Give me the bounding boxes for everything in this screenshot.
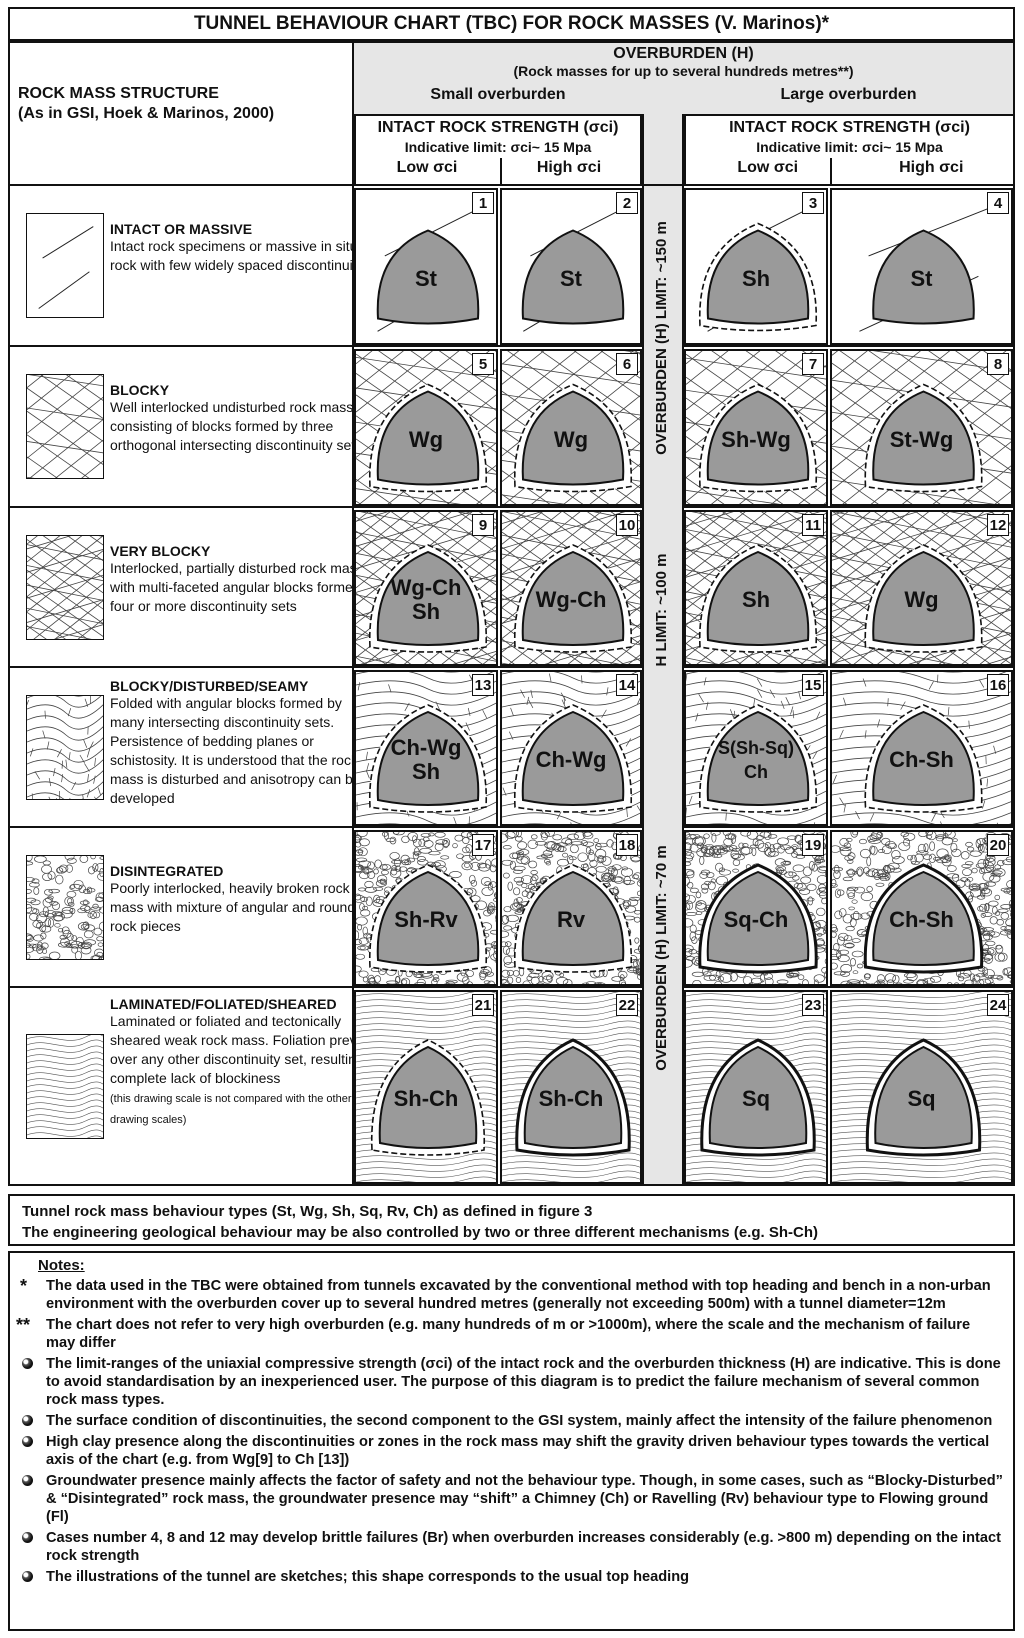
behaviour-cell bbox=[500, 188, 642, 345]
behaviour-cell bbox=[684, 830, 828, 986]
notes-heading: Notes: bbox=[38, 1257, 85, 1274]
behaviour-type-label: Ch-Sh bbox=[889, 747, 954, 772]
behaviour-type-label: Sh bbox=[741, 265, 771, 291]
high-sci-label: High σci bbox=[899, 159, 964, 176]
rock-structure-description: BLOCKY Well interlocked undisturbed rock mass consisting of blocks formed by three orthogonal intersecting discontinuity sets bbox=[110, 382, 380, 455]
case-number-badge: 23 bbox=[802, 994, 824, 1016]
note-item: The illustrations of the tunnel are sketches; this shape corresponds to the usual top heading bbox=[20, 1568, 1003, 1586]
note-item: Groundwater presence mainly affects the factor of safety and not the behaviour type. Though, in some cases, such as “Blocky-Disturbed” & “Disintegrated” rock mass, the groundwater presence may “shift” a Chimney (Ch) or Ravelling (Rv) behaviour type to Flowing ground (Fl) bbox=[20, 1472, 1003, 1526]
behaviour-cell bbox=[500, 510, 642, 666]
rock-structure-title: BLOCKY/DISTURBED/SEAMY bbox=[110, 678, 309, 694]
behaviour-cell bbox=[354, 990, 498, 1184]
case-number-badge: 20 bbox=[987, 834, 1009, 856]
structure-sketch-icon bbox=[26, 535, 104, 640]
behaviour-type-label: Ch-Wg bbox=[535, 747, 607, 772]
note-item: The surface condition of discontinuities, the second component to the GSI system, mainly affect the intensity of the failure phenomenon bbox=[20, 1412, 1003, 1430]
case-number-badge: 22 bbox=[616, 994, 638, 1016]
behaviour-type-label: Sh-Rv bbox=[394, 907, 458, 932]
behaviour-cell bbox=[830, 670, 1013, 826]
behaviour-cell bbox=[830, 510, 1013, 666]
behaviour-type-label: Wg bbox=[904, 587, 939, 612]
case-number-badge: 16 bbox=[987, 674, 1009, 696]
overburden-limit-100: H LIMIT: ~100 m bbox=[653, 553, 670, 667]
behaviour-cell bbox=[354, 188, 498, 345]
behaviour-type-label: Ch-Wg Sh bbox=[390, 735, 462, 784]
rock-structure-description: INTACT OR MASSIVE Intact rock specimens or massive in situ rock with few widely spaced discontinuities bbox=[110, 221, 380, 275]
rock-structure-description: DISINTEGRATED Poorly interlocked, heavily broken rock mass with mixture of angular and rounded rock pieces bbox=[110, 863, 380, 936]
structure-sketch-icon bbox=[26, 695, 104, 800]
rock-structure-title: VERY BLOCKY bbox=[110, 543, 211, 559]
case-number-badge: 21 bbox=[472, 994, 494, 1016]
notes-section bbox=[8, 1251, 1015, 1631]
structure-sketch-icon bbox=[26, 213, 104, 318]
low-sci-label: Low σci bbox=[737, 159, 799, 176]
case-number-badge: 2 bbox=[616, 192, 638, 214]
case-number-badge: 10 bbox=[616, 514, 638, 536]
behaviour-type-label: St bbox=[560, 265, 582, 291]
bullet-icon bbox=[22, 1475, 33, 1486]
overburden-limit-150: OVERBURDEN (H) LIMIT: ~150 m bbox=[653, 221, 670, 455]
behaviour-cell bbox=[684, 188, 828, 345]
behaviour-type-label: Sq-Ch bbox=[723, 907, 789, 932]
behaviour-summary: Tunnel rock mass behaviour types (St, Wg, Sh, Sq, Rv, Ch) as defined in figure 3 The engineering geological behaviour may be also controlled by two or three different mechanisms (e.g. Sh-Ch) bbox=[8, 1194, 1015, 1246]
case-number-badge: 1 bbox=[472, 192, 494, 214]
case-number-badge: 17 bbox=[472, 834, 494, 856]
case-number-badge: 9 bbox=[472, 514, 494, 536]
behaviour-cell bbox=[830, 188, 1013, 345]
case-number-badge: 18 bbox=[616, 834, 638, 856]
behaviour-cell bbox=[500, 349, 642, 506]
behaviour-type-label: Sh-Ch bbox=[393, 1086, 459, 1111]
case-number-badge: 5 bbox=[472, 353, 494, 375]
behaviour-type-label: Wg bbox=[408, 426, 444, 452]
behaviour-type-label: Sh-Wg bbox=[721, 426, 791, 452]
case-number-badge: 3 bbox=[802, 192, 824, 214]
behaviour-cell bbox=[830, 349, 1013, 506]
structure-subtitle: (As in GSI, Hoek & Marinos, 2000) bbox=[18, 105, 275, 122]
behaviour-type-label: Sq bbox=[741, 1086, 771, 1111]
behaviour-type-label: Ch-Sh bbox=[889, 907, 954, 932]
behaviour-type-label: Wg-Ch Sh bbox=[390, 575, 462, 624]
bullet-icon bbox=[22, 1571, 33, 1582]
rock-structure-title: LAMINATED/FOLIATED/SHEARED bbox=[110, 996, 337, 1012]
behaviour-cell bbox=[500, 670, 642, 826]
case-number-badge: 15 bbox=[802, 674, 824, 696]
note-item: Cases number 4, 8 and 12 may develop brittle failures (Br) when overburden increases considerably (e.g. >800 m) depending on the intact rock strength bbox=[20, 1529, 1003, 1565]
behaviour-type-label: St-Wg bbox=[889, 426, 954, 452]
behaviour-cell bbox=[354, 670, 498, 826]
bullet-icon bbox=[22, 1415, 33, 1426]
chart-title: TUNNEL BEHAVIOUR CHART (TBC) FOR ROCK MASSES (V. Marinos)* bbox=[8, 7, 1015, 41]
small-overburden-label: Small overburden bbox=[430, 86, 566, 103]
chart-frame bbox=[8, 41, 1015, 1186]
case-number-badge: 6 bbox=[616, 353, 638, 375]
behaviour-cell bbox=[684, 349, 828, 506]
note-star: * The data used in the TBC were obtained from tunnels excavated by the conventional method with top heading and bench in a non-urban environment with the overburden cover up to several hundred metres (generally not exceeding 500m) with a tunnel diameter=12m bbox=[20, 1276, 991, 1312]
behaviour-type-label: S(Sh-Sq) Ch bbox=[718, 738, 794, 782]
structure-sketch-icon bbox=[26, 855, 104, 960]
behaviour-type-label: Sh bbox=[741, 587, 771, 612]
behaviour-cell bbox=[354, 510, 498, 666]
bullet-icon bbox=[22, 1358, 33, 1369]
behaviour-cell bbox=[500, 990, 642, 1184]
behaviour-type-label: Sq bbox=[907, 1086, 936, 1111]
overburden-subtitle: (Rock masses for up to several hundreds metres**) bbox=[513, 63, 854, 79]
behaviour-type-label: Rv bbox=[556, 907, 586, 932]
note-item: High clay presence along the discontinuities or zones in the rock mass may shift the gravity driven behaviour types towards the vertical axis of the chart (e.g. from Wg[9] to Ch [13]) bbox=[20, 1433, 1003, 1469]
intact-strength-header-large: INTACT ROCK STRENGTH (σci) Indicative limit: σci~ 15 Mpa Low σci High σci bbox=[684, 114, 1013, 184]
rock-structure-description: LAMINATED/FOLIATED/SHEARED Laminated or foliated and tectonically sheared weak rock mass. Foliation prevails over any other discontinuity set, resulting in complete lack of blockiness (this drawing scale is not compared with the other's drawing scales) bbox=[110, 996, 379, 1126]
behaviour-cell bbox=[354, 349, 498, 506]
behaviour-type-label: Sh-Ch bbox=[538, 1086, 604, 1111]
case-number-badge: 8 bbox=[987, 353, 1009, 375]
rock-structure-title: BLOCKY bbox=[110, 382, 170, 398]
bullet-icon bbox=[22, 1532, 33, 1543]
rock-structure-description: VERY BLOCKY Interlocked, partially disturbed rock mass with multi-faceted angular blocks formed by four or more discontinuity sets bbox=[110, 543, 380, 614]
case-number-badge: 19 bbox=[802, 834, 824, 856]
bullet-icon bbox=[22, 1436, 33, 1447]
behaviour-cell bbox=[354, 830, 498, 986]
case-number-badge: 24 bbox=[987, 994, 1009, 1016]
behaviour-type-label: St bbox=[415, 265, 437, 291]
intact-strength-header-small: INTACT ROCK STRENGTH (σci) Indicative limit: σci~ 15 Mpa Low σci High σci bbox=[354, 114, 642, 184]
rock-structure-title: INTACT OR MASSIVE bbox=[110, 221, 253, 237]
case-number-badge: 11 bbox=[802, 514, 824, 536]
case-number-badge: 7 bbox=[802, 353, 824, 375]
behaviour-cell bbox=[830, 830, 1013, 986]
rock-structure-description: BLOCKY/DISTURBED/SEAMY Folded with angular blocks formed by many intersecting discontinuity sets. Persistence of bedding planes or schistosity. It is understood that the rock mass is disturbed and anisotropy can be developed bbox=[110, 678, 380, 808]
overburden-title: OVERBURDEN (H) bbox=[613, 45, 754, 62]
case-number-badge: 14 bbox=[616, 674, 638, 696]
behaviour-cell bbox=[684, 990, 828, 1184]
behaviour-cell bbox=[500, 830, 642, 986]
note-item: The limit-ranges of the uniaxial compressive strength (σci) of the intact rock and the overburden thickness (H) are indicative. This is done to avoid standardisation by an inexperienced user. The purpose of this diagram is to predict the failure mechanism of several common rock mass types. bbox=[20, 1355, 1003, 1409]
structure-sketch-icon bbox=[26, 1034, 104, 1139]
large-overburden-label: Large overburden bbox=[780, 86, 917, 103]
behaviour-cell bbox=[830, 990, 1013, 1184]
low-sci-label: Low σci bbox=[396, 159, 458, 176]
case-number-badge: 4 bbox=[987, 192, 1009, 214]
behaviour-cell bbox=[684, 670, 828, 826]
behaviour-type-label: St bbox=[910, 265, 933, 291]
overburden-limit-70: OVERBURDEN (H) LIMIT: ~70 m bbox=[653, 845, 670, 1071]
case-number-badge: 12 bbox=[987, 514, 1009, 536]
note-double-star: ** The chart does not refer to very high overburden (e.g. many hundreds of m or >1000m), where the scale and the mechanism of failure may differ bbox=[16, 1315, 971, 1351]
high-sci-label: High σci bbox=[536, 159, 602, 176]
case-number-badge: 13 bbox=[472, 674, 494, 696]
behaviour-type-label: Wg-Ch bbox=[535, 587, 607, 612]
structure-title: ROCK MASS STRUCTURE bbox=[18, 85, 219, 102]
structure-sketch-icon bbox=[26, 374, 104, 479]
behaviour-type-label: Wg bbox=[553, 426, 589, 452]
rock-structure-title: DISINTEGRATED bbox=[110, 863, 224, 879]
behaviour-cell bbox=[684, 510, 828, 666]
